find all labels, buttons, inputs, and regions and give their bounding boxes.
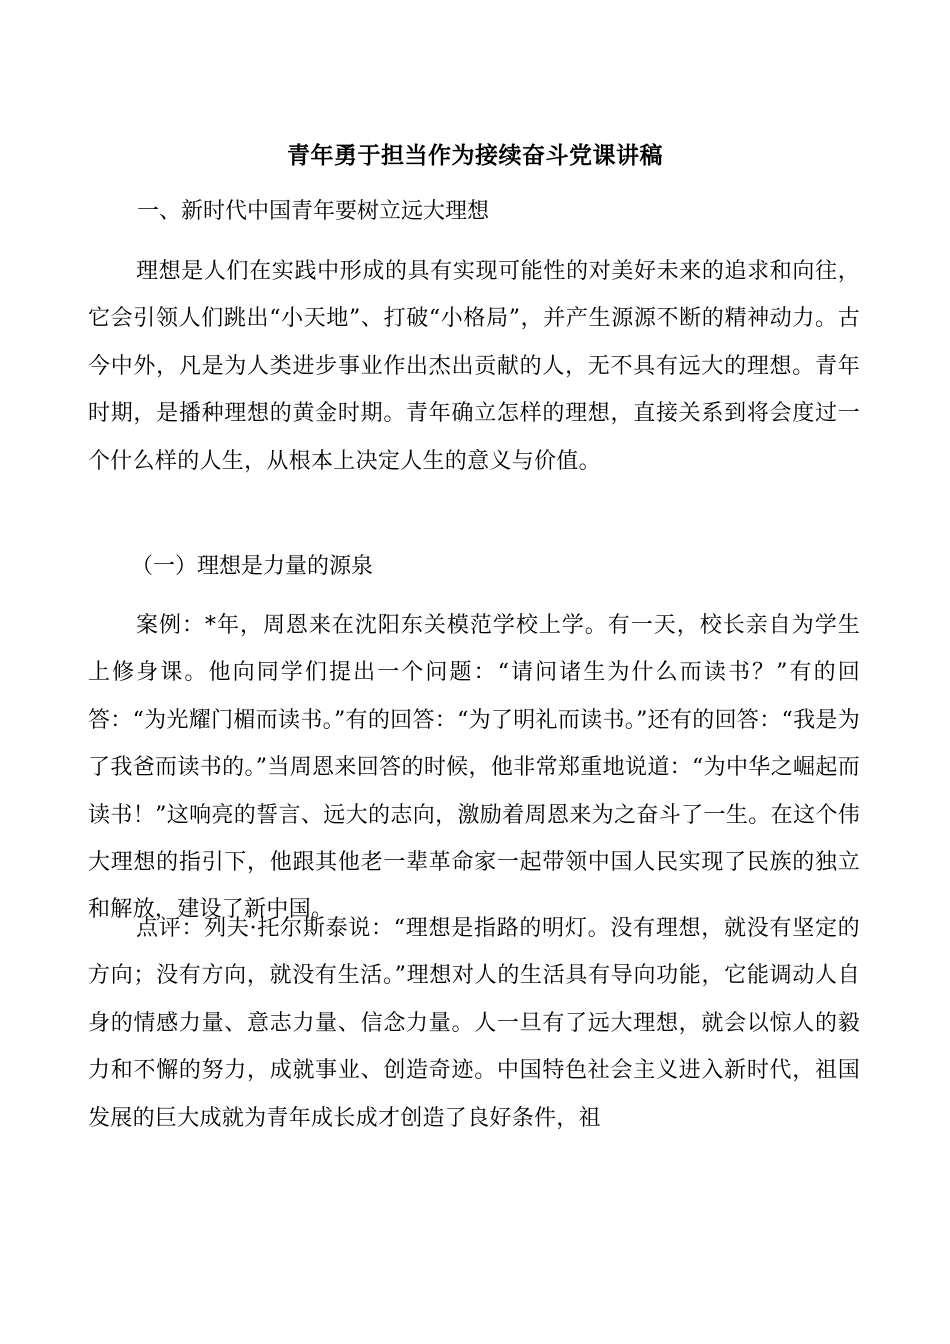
subsection-heading: （一）理想是力量的源泉 (131, 554, 374, 579)
paragraph-case: 案例：*年，周恩来在沈阳东关模范学校上学。有一天，校长亲自为学生上修身课。他向同学们提出一个问题：“请问诸生为什么而读书？”有的回答：“为光耀门楣而读书。”有的回答：“为了明礼而读书。”还有的回答：“我是为了我爸而读书的。”当周恩来回答的时候，他非常郑重地说道：“为中华之崛起而读书！”这响亮的誓言、远大的志向，激励着周恩来为之奋斗了一生。在这个伟大理想的指引下，他跟其他老一辈革命家一起带领中国人民实现了民族的独立和解放，建设了新中国。 (88, 613, 860, 923)
section-heading: 一、新时代中国青年要树立远大理想 (137, 199, 490, 224)
paragraph-comment: 点评：列夫·托尔斯泰说：“理想是指路的明灯。没有理想，就没有坚定的方向；没有方向，就没有生活。”理想对人的生活具有导向功能，它能调动人自身的情感力量、意志力量、信念力量。人一旦有了远大理想，就会以惊人的毅力和不懈的努力，成就事业、创造奇迹。中国特色社会主义进入新时代，祖国发展的巨大成就为青年成长成才创造了良好条件，祖 (88, 916, 860, 1131)
paragraph-ideal-definition: 理想是人们在实践中形成的具有实现可能性的对美好未来的追求和向往，它会引领人们跳出“小天地”、打破“小格局”，并产生源源不断的精神动力。古今中外，凡是为人类进步事业作出杰出贡献的人，无不具有远大的理想。青年时期，是播种理想的黄金时期。青年确立怎样的理想，直接关系到将会度过一个什么样的人生，从根本上决定人生的意义与价值。 (88, 259, 860, 474)
document-title: 青年勇于担当作为接续奋斗党课讲稿 (287, 143, 663, 169)
